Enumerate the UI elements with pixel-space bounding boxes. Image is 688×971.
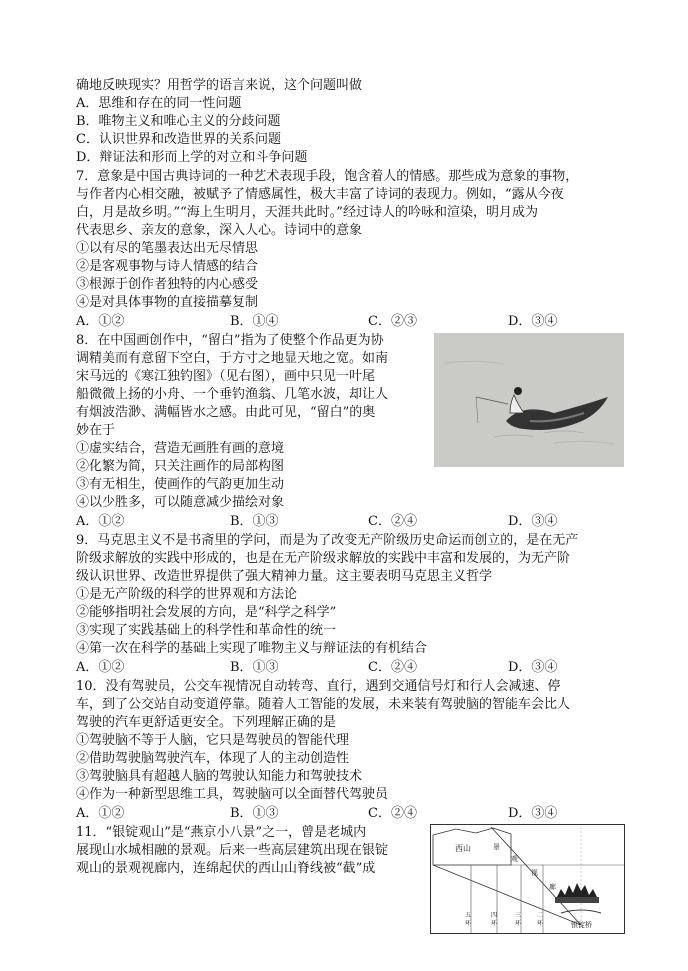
q8-stem-line: 妙在于 — [76, 423, 116, 438]
q7-stem-line: 白，月是故乡明。”“海上生明月，天涯共此时。”经过诗人的吟咏和渲染，明月成为 — [76, 205, 538, 220]
ring-road-label: 三 — [515, 912, 522, 919]
choice-d: D．③④ — [508, 806, 558, 821]
q10-stem-line: 车，到了公交站自动变道停靠。随着人工智能的发展，未来装有驾驶脑的智能车会比人 — [76, 697, 571, 712]
q10-statement: ③驾驶脑具有超越人脑的驾驶认知能力和驾驶技术 — [76, 769, 363, 784]
ring-road-label: 环 — [515, 920, 522, 927]
choice-b: B．①③ — [230, 514, 279, 529]
map-label-western-hills: 西山 — [455, 844, 471, 853]
q10-stem-line: 驾驶的汽车更舒适更安全。下列理解正确的是 — [76, 715, 337, 730]
choice-c: C．②③ — [368, 314, 417, 329]
map-label-bridge: 银锭桥 — [571, 921, 592, 929]
q7-statement: ②是客观事物与诗人情感的结合 — [76, 259, 259, 274]
corridor-diagram — [431, 825, 624, 933]
q6-stem-end: 确地反映现实？用哲学的语言来说，这个问题叫做 — [76, 78, 363, 93]
q8-statement: ③有无相生，使画作的气韵更加生动 — [76, 477, 285, 492]
q8-statement: ②化繁为简，只关注画作的局部构图 — [76, 459, 285, 474]
q7-statement: ①以有尽的笔墨表达出无尽情思 — [76, 241, 259, 256]
choice-c: C．②④ — [368, 514, 417, 529]
q8-stem-line: 有烟波浩渺、满幅皆水之感。由此可见，“留白”的奥 — [76, 405, 376, 420]
choice-a: A．①② — [76, 514, 125, 529]
q9-statement: ③实现了实践基础上的科学性和革命性的统一 — [76, 623, 337, 638]
q7-choices — [76, 313, 636, 331]
q8-choices — [76, 513, 636, 531]
q11-stem-line: 11．“银锭观山”是“燕京小八景”之一，曾是老城内 — [76, 825, 367, 840]
q9-statement: ④第一次在科学的基础上实现了唯物主义与辩证法的有机结合 — [76, 641, 428, 656]
q7-statement: ③根源于创作者独特的内心感受 — [76, 277, 259, 292]
choice-b: B．①③ — [230, 660, 279, 675]
q8-stem-line: 8．在中国画创作中，“留白”指为了使整个作品更为协 — [76, 333, 384, 348]
choice-a: A．①② — [76, 660, 125, 675]
q8-statement: ①虚实结合，营造无画胜有画的意境 — [76, 441, 285, 456]
ring-road-label: 环 — [491, 920, 498, 927]
scenic-corridor-map — [430, 824, 625, 934]
q8-stem-line: 船微微上扬的小舟、一个垂钓渔翁、几笔水波，却让人 — [76, 387, 389, 402]
q8-stem-line: 调精美而有意留下空白，于方寸之地显天地之宽。如南 — [76, 351, 389, 366]
q11-stem-line: 观山的景观视廊内，连绵起伏的西山山脊线被“截”成 — [76, 861, 376, 876]
map-label-corridor: 景 — [493, 843, 500, 851]
choice-c: C．②④ — [368, 660, 417, 675]
map-label-corridor: 廊 — [549, 883, 556, 891]
q7-stem-line: 代表思乡、亲友的意象，深入人心。诗词中的意象 — [76, 223, 363, 238]
q7-stem-line: 与作者内心相交融，被赋予了情感属性，极大丰富了诗词的表现力。例如，“露从今夜 — [76, 187, 564, 202]
choice-c: C．②④ — [368, 806, 417, 821]
q6-option-b: B．唯物主义和唯心主义的分歧问题 — [76, 114, 281, 129]
q9-choices — [76, 659, 636, 677]
q7-statement: ④是对具体事物的直接描摹复制 — [76, 295, 259, 310]
q10-choices — [76, 805, 636, 823]
fishing-boat-illustration — [434, 333, 624, 467]
q9-statement: ②能够指明社会发展的方向，是“科学之科学” — [76, 605, 337, 620]
q8-stem-line: 宋马远的《寒江独钓图》（见右图），画中只见一叶尾 — [76, 369, 376, 384]
ring-road-label: 环 — [537, 920, 544, 927]
q8-statement: ④以少胜多，可以随意减少描绘对象 — [76, 495, 285, 510]
q11-stem-line: 展现山水城相融的景观。后来一些高层建筑出现在银锭 — [76, 843, 389, 858]
ring-road-label: 环 — [465, 920, 472, 927]
q10-statement: ①驾驶脑不等于人脑，它只是驾驶员的智能代理 — [76, 733, 350, 748]
q9-stem-line: 9．马克思主义不是书斋里的学问，而是为了改变无产阶级历史命运而创立的，是在无产 — [76, 533, 579, 548]
q6-option-d: D．辩证法和形而上学的对立和斗争问题 — [76, 150, 308, 165]
ring-road-label: 五 — [465, 912, 472, 919]
choice-d: D．③④ — [508, 314, 558, 329]
q9-statement: ①是无产阶级的科学的世界观和方法论 — [76, 587, 298, 602]
q10-statement: ④作为一种新型思维工具，驾驶脑可以全面替代驾驶员 — [76, 787, 389, 802]
q6-option-a: A．思维和存在的同一性问题 — [76, 96, 242, 111]
choice-a: A．①② — [76, 806, 125, 821]
ring-road-label: 四 — [491, 912, 498, 919]
choice-d: D．③④ — [508, 660, 558, 675]
painting-image — [434, 333, 624, 467]
q9-stem-line: 级认识世界、改造世界提供了强大精神力量。这主要表明马克思主义哲学 — [76, 569, 493, 584]
q6-option-c: C．认识世界和改造世界的关系问题 — [76, 132, 281, 147]
q9-stem-line: 阶级求解放的实践中形成的，也是在无产阶级求解放的实践中丰富和发展的，为无产阶 — [76, 551, 571, 566]
map-label-corridor: 视 — [531, 869, 538, 877]
map-label-corridor: 观 — [511, 855, 518, 863]
choice-d: D．③④ — [508, 514, 558, 529]
ring-road-label: 二 — [537, 912, 544, 919]
choice-b: B．①③ — [230, 806, 279, 821]
q10-statement: ②借助驾驶脑驾驶汽车，体现了人的主动创造性 — [76, 751, 350, 766]
choice-b: B．①④ — [230, 314, 279, 329]
q7-stem-line: 7．意象是中国古典诗词的一种艺术表现手段，饱含着人的情感。那些成为意象的事物， — [76, 169, 579, 184]
q10-stem-line: 10．没有驾驶员，公交车视情况自动转弯、直行，遇到交通信号灯和行人会减速、停 — [76, 679, 561, 694]
choice-a: A．①② — [76, 314, 125, 329]
